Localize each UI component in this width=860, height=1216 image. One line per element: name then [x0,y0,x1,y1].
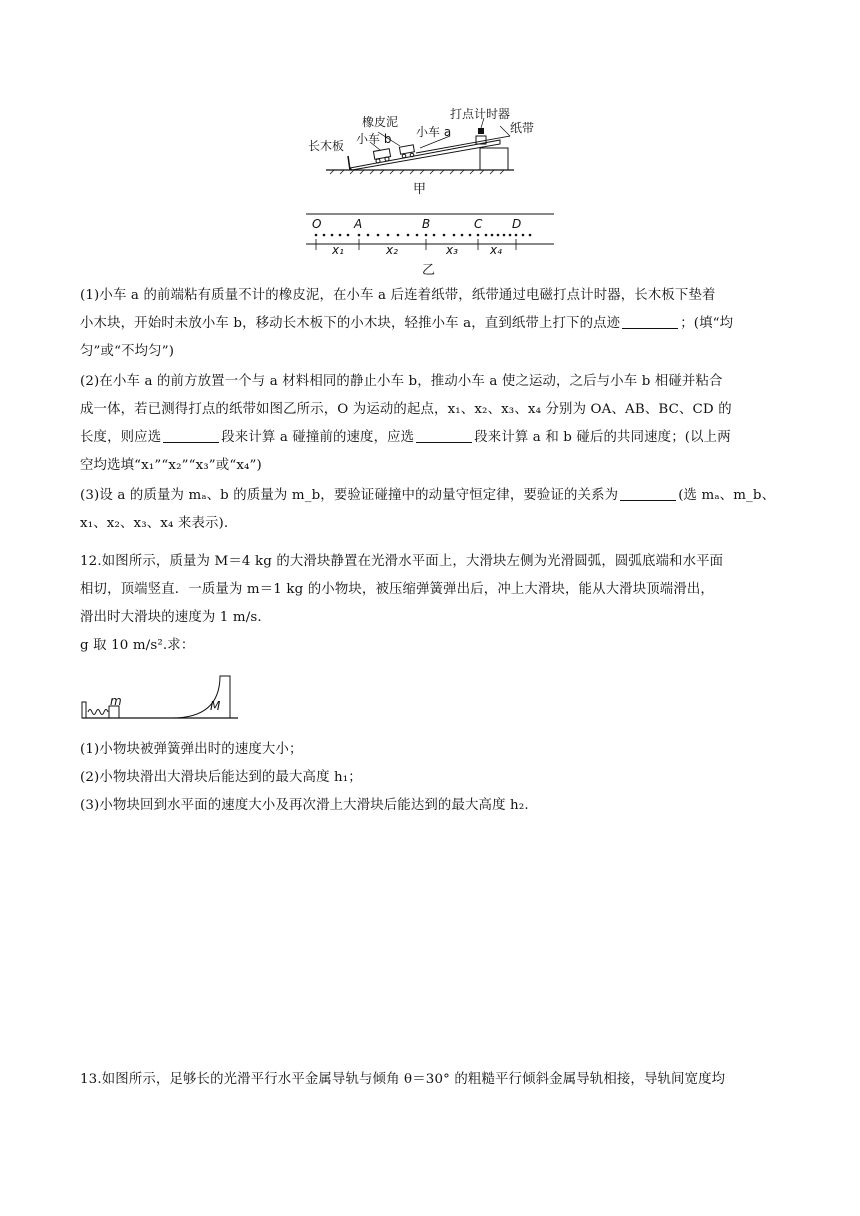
q11-part3 [80,482,792,538]
q11-p1-line2b: ；(填“均 [680,316,734,331]
label-xiangpini: 橡皮泥 [362,115,399,129]
q11-p3-line1a: (3)设 a 的质量为 mₐ、b 的质量为 m_b，要验证碰撞中的动量守恒定律，要验证的关系为 [80,488,619,503]
answer-blank-1 [622,314,678,329]
segment-x4: x₄ [490,243,502,257]
tape-dot [509,234,512,237]
segment-x2: x₂ [386,243,398,257]
label-dadian: 打点计时器 [450,107,511,121]
q11-p2-line3a: 长度，则应选 [80,430,162,445]
q12-line4: g 取 10 m/s².求： [80,638,195,653]
caption-yi: 乙 [422,263,436,278]
tape-dot [387,234,390,237]
tape-dot [425,234,428,237]
q11-p1-line2 [80,310,792,338]
point-a: A [354,217,363,231]
tape-dot [433,234,436,237]
point-c: C [474,217,483,231]
answer-blank-2 [163,428,219,443]
tape-dot [515,234,518,237]
q11-p2-line3 [80,424,792,452]
q13-stem [80,1066,792,1094]
tape-dot [453,234,456,237]
figure-yi [304,206,556,278]
figure-q12 [80,672,240,724]
q12-stem [80,548,792,660]
tape-dot [529,234,532,237]
tape-dot [397,234,400,237]
segment-x1: x₁ [332,243,344,257]
point-o: O [312,217,322,231]
point-b: B [422,217,431,231]
q11-p3-line1b: (选 mₐ、m_b、 [678,488,776,503]
tape-dot [461,234,464,237]
fig-label-m: m [110,694,122,708]
tape-dot [497,234,500,237]
q11-p2-line3c: 段来计算 a 和 b 碰后的共同速度；(以上两 [474,430,731,445]
q12-line1: 12.如图所示，质量为 M＝4 kg 的大滑块静置在光滑水平面上，大滑块左侧为光滑圆弧，圆弧底端和水平面 [80,554,724,569]
q11-p1-line2a: 小木块，开始时未放小车 b，移动长木板下的小木块，轻推小车 a，直到纸带上打下的点迹 [80,316,621,331]
q11-p2-line4: 空均选填“x₁”“x₂”“x₃”或“x₄”) [80,458,262,473]
label-xiaoche-a: 小车 a [416,125,452,139]
point-d: D [512,217,522,231]
q12-line3: 滑出时大滑块的速度为 1 m/s. [80,610,262,625]
tape-dot [503,234,506,237]
fig-label-M: M [210,699,221,713]
caption-jia: 甲 [413,182,427,197]
tape-dot [377,234,380,237]
tape-dot [416,234,419,237]
q11-p1-line1: (1)小车 a 的前端粘有质量不计的橡皮泥，在小车 a 后连着纸带，纸带通过电磁打点计时器，长木板下垫着 [80,288,716,303]
q12-line2: 相切，顶端竖直．一质量为 m＝1 kg 的小物块，被压缩弹簧弹出后，冲上大滑块，能从大滑块顶端滑出， [80,582,714,597]
tape-dot [485,234,488,237]
q11-p3-line1 [80,482,792,510]
answer-blank-4 [620,486,676,501]
q12-sub2: (2)小物块滑出大滑块后能达到的最大高度 h₁； [80,770,362,785]
tape-dot [477,234,480,237]
q12-sub1: (1)小物块被弹簧弹出时的速度大小； [80,742,303,757]
label-xiaoche-b: 小车 b [356,132,392,146]
q11-part1 [80,282,792,366]
figure-jia [300,100,535,200]
q11-p2-line2: 成一体，若已测得打点的纸带如图乙所示，O 为运动的起点，x₁、x₂、x₃、x₄ 分别为 OA、AB、BC、CD 的 [80,402,732,417]
tape-dot [347,234,350,237]
tape-dot [331,234,334,237]
tape-dot [315,234,318,237]
q12-sub3: (3)小物块回到水平面的速度大小及再次滑上大滑块后能达到的最大高度 h₂. [80,798,529,813]
tape-dot [367,234,370,237]
q13-line1: 13.如图所示，足够长的光滑平行水平金属导轨与倾角 θ＝30° 的粗糙平行倾斜金属导轨相接，导轨间宽度均 [80,1072,726,1087]
segment-x3: x₃ [446,243,458,257]
tape-dot [522,234,525,237]
tape-dot [443,234,446,237]
q11-part2 [80,368,792,480]
tape-dot [358,234,361,237]
tape-dot [339,234,342,237]
q12-subquestions [80,736,792,820]
tape-dot [491,234,494,237]
label-zhidai: 纸带 [510,121,535,135]
q11-p2-line1: (2)在小车 a 的前方放置一个与 a 材料相同的静止小车 b，推动小车 a 使之运动，之后与小车 b 相碰并粘合 [80,374,723,389]
tape-dot [323,234,326,237]
answer-blank-3 [416,428,472,443]
q11-p1-line3: 匀”或“不均匀”) [80,344,175,359]
q11-p3-line2: x₁、x₂、x₃、x₄ 来表示). [80,516,229,531]
tape-dot [469,234,472,237]
tape-dot [407,234,410,237]
q11-p2-line3b: 段来计算 a 碰撞前的速度，应选 [221,430,415,445]
label-changmuban: 长木板 [308,139,345,153]
